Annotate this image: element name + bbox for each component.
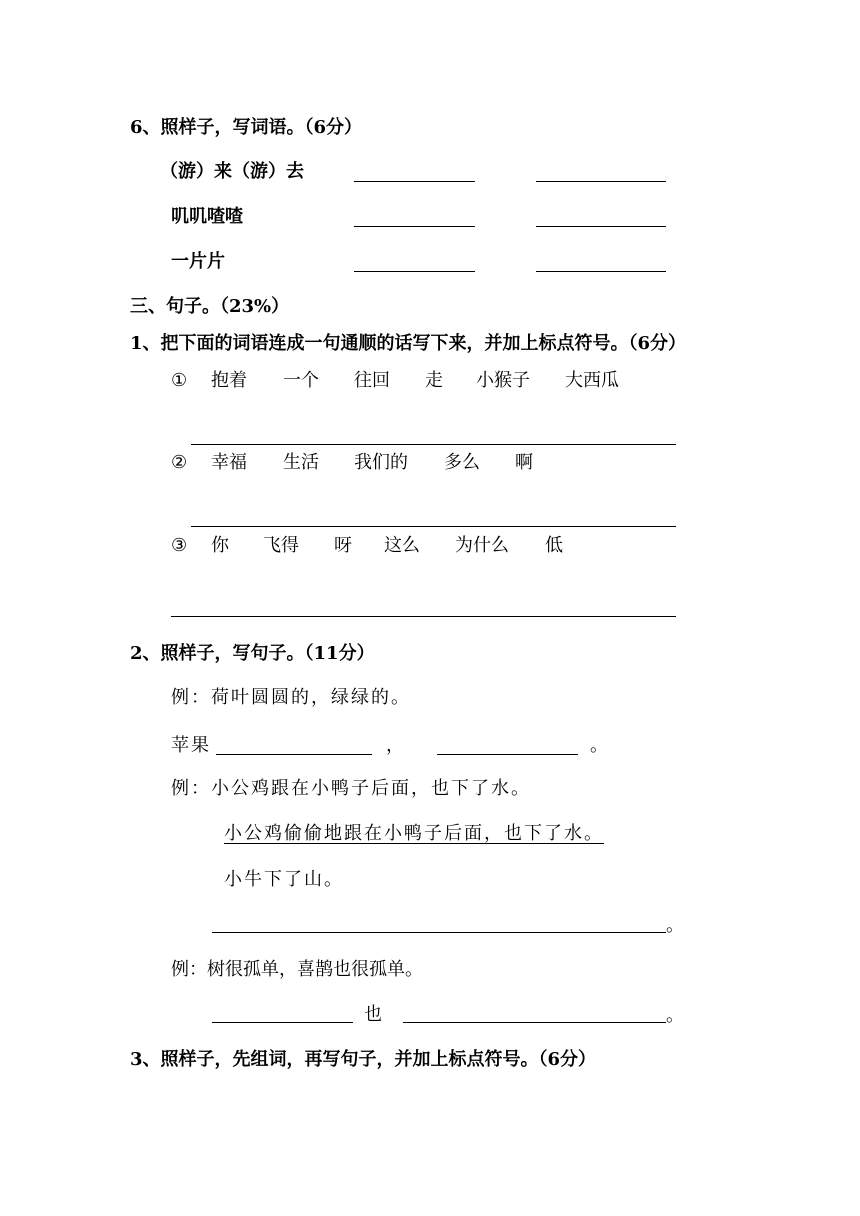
q2-answer-line-2[interactable] [212,932,666,933]
q1-answer-line-1[interactable] [191,444,676,445]
q1-item1-word: 抱着 [211,370,247,391]
section3-heading: 三、句子。（23%） [130,296,290,317]
q6-blank-1b[interactable] [536,181,666,182]
q1-item3-word: 这么 [384,535,420,556]
q2-fill1-end: 。 [590,735,608,756]
q1-item1-mark: ① [171,370,188,391]
q6-blank-2a[interactable] [354,226,475,227]
q2-fill3-blank-b[interactable] [403,1022,666,1023]
q1-item1-word: 大西瓜 [565,370,619,391]
q2-example-2: 例：小公鸡跟在小鸭子后面，也下了水。 [171,778,531,799]
q1-item2-word: 啊 [515,452,533,473]
q1-item3-word: 你 [211,535,229,556]
q2-prompt-2: 小牛下了山。 [224,869,344,890]
q1-item1-word: 走 [425,370,443,391]
q2-fill3-blank-a[interactable] [212,1022,353,1023]
q6-example-3: 一片片 [171,251,225,272]
q2-fill1-comma: ， [386,735,404,756]
q1-item2-word: 我们的 [354,452,408,473]
q3-heading: 3、照样子，先组词，再写句子，并加上标点符号。（6分） [130,1049,597,1070]
q1-item3-word: 飞得 [263,535,299,556]
q1-item2-mark: ② [171,452,188,473]
q1-item3-word: 低 [545,535,563,556]
q2-fill1-start: 苹果 [171,735,211,756]
q2-example-1: 例：荷叶圆圆的，绿绿的。 [171,687,411,708]
q1-item3-mark: ③ [171,535,188,556]
q6-example-2: 叽叽喳喳 [171,206,243,227]
q6-blank-2b[interactable] [536,226,666,227]
q6-blank-1a[interactable] [354,181,475,182]
q1-heading: 1、把下面的词语连成一句通顺的话写下来，并加上标点符号。（6分） [130,333,687,354]
q1-item3-word: 呀 [334,535,352,556]
q2-line-end-2: 。 [666,915,684,936]
q2-fill1-blank-a[interactable] [216,754,372,755]
q6-example-1: （游）来（游）去 [160,161,304,182]
q1-item3-word: 为什么 [455,535,509,556]
q2-example-2-answer: 小公鸡偷偷地跟在小鸭子后面，也下了水。 [224,823,604,844]
q2-example-3: 例：树很孤单，喜鹊也很孤单。 [171,959,423,980]
q1-item2-word: 幸福 [211,452,247,473]
q2-fill1-blank-b[interactable] [437,754,578,755]
q6-blank-3b[interactable] [536,271,666,272]
q2-fill3-end: 。 [666,1005,684,1026]
q1-item2-word: 生活 [283,452,319,473]
q1-answer-line-2[interactable] [191,526,676,527]
q6-heading: 6、照样子，写词语。（6分） [130,117,363,138]
q1-item2-word: 多么 [444,452,480,473]
q2-heading: 2、照样子，写句子。（11分） [130,643,375,664]
q1-item1-word: 往回 [354,370,390,391]
q6-blank-3a[interactable] [354,271,475,272]
q1-item1-word: 小猴子 [476,370,530,391]
q1-item1-word: 一个 [283,370,319,391]
q2-fill3-mid: 也 [364,1004,382,1025]
q1-answer-line-3[interactable] [171,616,676,617]
